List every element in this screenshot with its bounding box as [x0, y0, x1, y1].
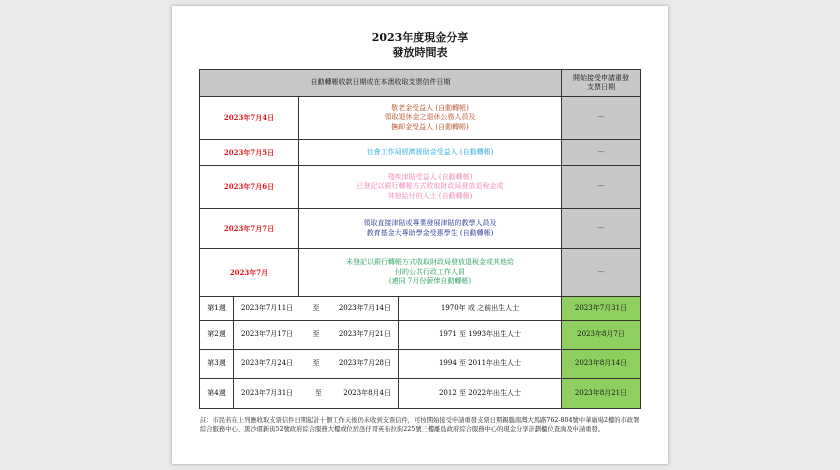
row-date: 2023年7月5日	[200, 140, 299, 166]
row-recipients	[299, 166, 562, 209]
week-end-date: 2023年7月28日	[338, 359, 391, 368]
table-row	[200, 140, 641, 166]
week-date-range	[234, 321, 399, 350]
week-end-date: 2023年7月21日	[338, 330, 391, 339]
header-reissue-date	[562, 70, 641, 97]
recipient-line: 領取退休金之退休公務人員及	[384, 113, 476, 122]
title-line-2: 發放時間表	[392, 46, 448, 59]
row-date: 2023年7月4日	[200, 97, 299, 140]
week-start-date: 2023年7月11日	[241, 303, 294, 312]
row-date: 2023年7月7日	[200, 209, 299, 249]
week-label: 第4週	[200, 379, 234, 409]
footnote: 註：市民若在上列應收取支票信件日期起計十個工作天後仍未收到支票信件，可按開始接受申請重發支票日期親臨南灣大馬路762-804號中華廣場2樓的市政署綜合服務中心、黑沙環新街52號政府綜合服務大樓或位於氹仔哥英布拉街225號三樓離島政府綜合服務中心的現金分享計劃櫃位查詢及申請重發。	[200, 417, 640, 433]
week-date-range	[234, 297, 399, 321]
recipient-line: 付的公共行政工作人員	[395, 267, 465, 276]
week-row	[200, 297, 641, 321]
recipient-line: 領取直接津貼或專業發展津貼的教學人員及	[363, 219, 497, 227]
week-date-range	[234, 350, 399, 379]
week-row	[200, 321, 641, 350]
week-start-date: 2023年7月24日	[241, 359, 294, 368]
recipient-line: 已登記以銀行轉帳方式收取財政局發放退稅金或	[356, 182, 504, 191]
row-recipients	[299, 249, 562, 297]
recipient-line: 社會工作局經濟援助金受益人 (自動轉帳)	[366, 147, 494, 156]
recipient-line: 殘疾津貼受益人 (自動轉帳)	[387, 172, 473, 181]
recipient-line: (連同 7月份薪俸自動轉帳)	[388, 277, 472, 286]
row-reissue: ---	[562, 249, 641, 297]
row-reissue: ---	[562, 97, 641, 140]
row-reissue: ---	[562, 140, 641, 166]
week-range-separator: 至	[312, 303, 320, 312]
table-row	[200, 209, 641, 249]
row-reissue: ---	[562, 166, 641, 209]
week-reissue-date: 2023年8月21日	[562, 379, 641, 409]
week-reissue-date: 2023年8月14日	[562, 350, 641, 379]
recipient-line: 撫卹金受益人 (自動轉帳)	[391, 122, 469, 131]
week-end-date: 2023年8月4日	[343, 388, 391, 397]
week-range-separator: 至	[314, 388, 322, 397]
row-date: 2023年7月6日	[200, 166, 299, 209]
recipient-line: 教育基金大專助學金受惠學生 (自動轉帳)	[366, 228, 494, 237]
week-label: 第2週	[200, 321, 234, 350]
row-date: 2023年7月	[200, 249, 299, 297]
week-birth-group: 1971 至 1993年出生人士	[399, 321, 562, 350]
week-birth-group: 2012 至 2022年出生人士	[399, 379, 562, 409]
week-row	[200, 379, 641, 409]
week-row	[200, 350, 641, 379]
table-row	[200, 249, 641, 297]
week-label: 第3週	[200, 350, 234, 379]
row-recipients	[299, 97, 562, 140]
table-row	[200, 97, 641, 140]
schedule-table	[199, 69, 641, 409]
week-reissue-date: 2023年8月7日	[562, 321, 641, 350]
document-page	[172, 6, 668, 464]
week-label: 第1週	[200, 297, 234, 321]
recipient-line: 其他給付的人士 (自動轉帳)	[387, 191, 473, 200]
table-row	[200, 166, 641, 209]
row-recipients	[299, 209, 562, 249]
header-reissue-line-2: 支票日期	[587, 83, 615, 91]
recipient-line: 敬老金受益人 (自動轉帳)	[391, 103, 469, 112]
week-reissue-date: 2023年7月31日	[562, 297, 641, 321]
week-start-date: 2023年7月17日	[241, 330, 294, 339]
week-end-date: 2023年7月14日	[338, 303, 391, 312]
header-payment-date: 自動轉帳收款日期或在本澳收取支票信件日期	[200, 70, 562, 97]
row-reissue: ---	[562, 209, 641, 249]
week-date-range	[234, 379, 399, 409]
row-recipients	[299, 140, 562, 166]
header-reissue-line-1: 開始接受申請重發	[573, 73, 629, 82]
week-range-separator: 至	[312, 330, 320, 339]
week-birth-group: 1970年 或 之前出生人士	[399, 297, 562, 321]
week-birth-group: 1994 至 2011年出生人士	[399, 350, 562, 379]
week-start-date: 2023年7月31日	[241, 388, 294, 397]
week-range-separator: 至	[312, 359, 320, 368]
document-title	[172, 30, 668, 60]
recipient-line: 未登記以銀行轉帳方式收取財政局發放退稅金或其他給	[346, 258, 514, 267]
title-line-1: 2023年度現金分享	[371, 31, 469, 44]
table-header-row	[200, 70, 641, 97]
